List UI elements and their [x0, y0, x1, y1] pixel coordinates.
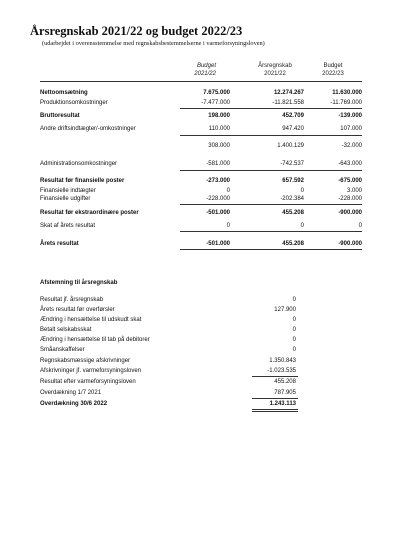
item-label: Regnskabsmæssige afskrivninger — [40, 358, 131, 364]
item-label: Betalt selskabsskat — [40, 327, 92, 333]
column-header-budget-2022-23 — [313, 62, 353, 78]
cell-aarsregnskab-2021-22: 452.709 — [282, 113, 304, 119]
cell-budget-2022-23: 3.000 — [346, 188, 362, 194]
cell-budget-2022-23: -900.000 — [338, 241, 362, 247]
cell-budget-2021-22: 308.000 — [208, 143, 230, 149]
row-label: Administrationsomkostninger — [40, 161, 118, 167]
cell-aarsregnskab-2021-22: 1.400.129 — [277, 143, 304, 149]
cell-aarsregnskab-2021-22: -11.821.558 — [272, 100, 304, 106]
cell-budget-2021-22: -501.000 — [206, 241, 230, 247]
cell-aarsregnskab-2021-22: 0 — [300, 188, 304, 194]
item-value: 1.350.843 — [269, 358, 296, 364]
row-label: Produktionsomkostninger — [40, 100, 108, 106]
column-header-line1: Budget — [323, 63, 343, 69]
item-value: 0 — [292, 297, 296, 303]
cell-budget-2021-22: 0 — [226, 188, 230, 194]
cell-budget-2021-22: -273.000 — [206, 178, 230, 184]
subtotal-line — [180, 204, 362, 205]
row-label: Andre driftsindtægter/-omkostninger — [40, 126, 136, 132]
item-label: Resultat jf. årsregnskab — [40, 297, 104, 303]
item-value: 0 — [292, 327, 296, 333]
cell-aarsregnskab-2021-22: 455.208 — [282, 241, 304, 247]
cell-budget-2022-23: 0 — [358, 223, 362, 229]
item-label: Småanskaffelser — [40, 347, 85, 353]
subtotal-line — [180, 135, 362, 136]
column-header-line2: 2021/22 — [194, 71, 216, 77]
column-header-line2: 2022/23 — [322, 71, 344, 77]
column-header-line2: 2021/22 — [264, 71, 286, 77]
item-label: Årets resultat før overførsler — [40, 307, 115, 313]
cell-aarsregnskab-2021-22: 12.274.267 — [273, 90, 304, 96]
item-value: 127.900 — [274, 307, 296, 313]
subtotal-line — [252, 398, 298, 399]
item-label: Overdækning 30/6 2022 — [40, 401, 108, 407]
page-subtitle: (udarbejdet i overensstemmelse med regnskabsbestemmelserne i varmeforsyningsloven) — [42, 40, 265, 47]
cell-budget-2021-22: 7.675.000 — [203, 90, 230, 96]
row-label: Resultat før ekstraordinære poster — [40, 210, 139, 216]
item-label: Overdækning 1/7 2021 — [40, 390, 102, 396]
row-label: Nettoomsætning — [40, 90, 88, 96]
total-line — [252, 409, 298, 410]
cell-budget-2022-23: -675.000 — [338, 178, 362, 184]
row-label: Årets resultat — [40, 241, 79, 247]
reconciliation-title: Afstemning til årsregnskab — [40, 280, 118, 286]
cell-budget-2022-23: -228.000 — [338, 196, 362, 202]
cell-budget-2022-23: -643.000 — [338, 161, 362, 167]
item-label: Afskrivninger jf. varmeforsyningsloven — [40, 368, 142, 374]
cell-aarsregnskab-2021-22: 455.208 — [282, 210, 304, 216]
column-header-line1: Årsregnskab — [258, 63, 292, 69]
column-header-aarsregnskab-2021-22 — [250, 62, 300, 78]
item-value: 0 — [292, 317, 296, 323]
item-value: 455.208 — [274, 379, 296, 385]
cell-budget-2021-22: 198.000 — [208, 113, 230, 119]
cell-aarsregnskab-2021-22: 0 — [300, 223, 304, 229]
cell-budget-2022-23: -11.769.000 — [330, 100, 362, 106]
header-divider — [40, 81, 362, 82]
column-header-budget-2021-22 — [180, 62, 216, 78]
row-label: Finansielle udgifter — [40, 196, 91, 202]
subtotal-line — [180, 231, 362, 232]
item-value: 0 — [292, 347, 296, 353]
item-value: 1.243.113 — [269, 401, 296, 407]
total-line — [180, 249, 362, 250]
cell-budget-2021-22: 110.000 — [208, 126, 230, 132]
row-label: Bruttoresultat — [40, 113, 80, 119]
cell-aarsregnskab-2021-22: -202.384 — [280, 196, 304, 202]
cell-budget-2021-22: -228.000 — [206, 196, 230, 202]
cell-budget-2021-22: -581.000 — [206, 161, 230, 167]
row-label: Skat af årets resultat — [40, 223, 96, 229]
cell-budget-2022-23: -32.000 — [341, 143, 362, 149]
row-label: Resultat før finansielle poster — [40, 178, 125, 184]
cell-budget-2021-22: -501.000 — [206, 210, 230, 216]
item-label: Ændring i hensættelse til tab på debitorer — [40, 337, 150, 343]
cell-aarsregnskab-2021-22: -742.537 — [280, 161, 304, 167]
row-label: Finansielle indtægter — [40, 188, 96, 194]
column-header-line1: Budget — [196, 63, 216, 69]
cell-budget-2022-23: -900.000 — [338, 210, 362, 216]
cell-budget-2021-22: 0 — [226, 223, 230, 229]
cell-budget-2021-22: -7.477.000 — [201, 100, 230, 106]
item-value: -1.023.535 — [267, 368, 296, 374]
cell-budget-2022-23: 11.630.000 — [332, 90, 362, 96]
item-label: Ændring i hensættelse til udskudt skat — [40, 317, 142, 323]
cell-aarsregnskab-2021-22: 947.420 — [282, 126, 304, 132]
total-double-line — [252, 411, 298, 412]
cell-budget-2022-23: -139.000 — [338, 113, 362, 119]
subtotal-line — [180, 108, 362, 109]
page-title: Årsregnskab 2021/22 og budget 2022/23 — [30, 24, 243, 38]
cell-aarsregnskab-2021-22: 657.592 — [282, 178, 304, 184]
cell-budget-2022-23: 107.000 — [340, 126, 362, 132]
subtotal-line — [252, 376, 298, 377]
item-label: Resultat efter varmeforsyningsloven — [40, 379, 136, 385]
item-value: 0 — [292, 337, 296, 343]
item-value: 787.905 — [274, 390, 296, 396]
subtotal-line — [180, 170, 362, 171]
